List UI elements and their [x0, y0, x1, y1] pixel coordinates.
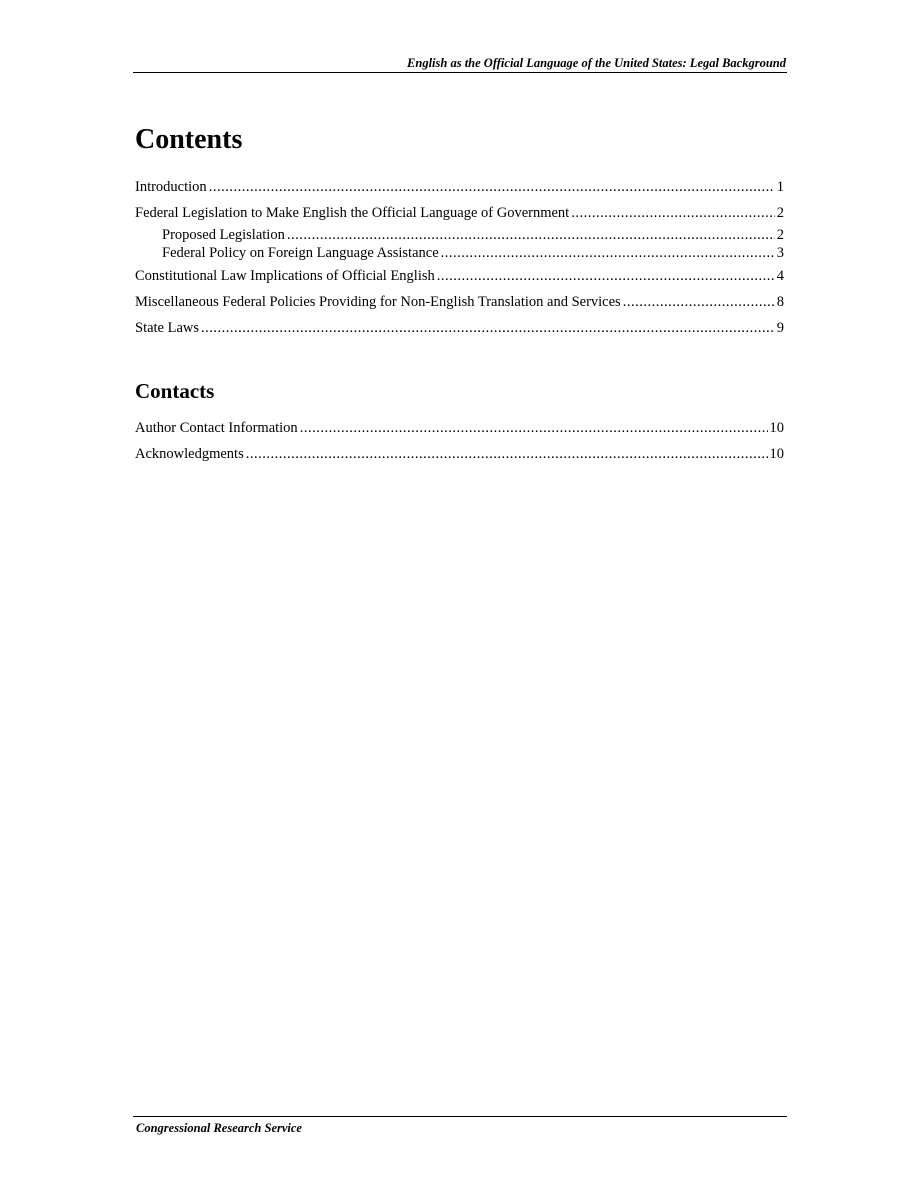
contacts-title: Contacts: [135, 379, 215, 403]
toc-entry[interactable]: [135, 293, 784, 311]
toc-entry[interactable]: [135, 319, 784, 337]
contents-title: Contents: [135, 124, 243, 155]
toc-subentry[interactable]: [162, 244, 784, 262]
toc-entry-label: Miscellaneous Federal Policies Providing for Non-English Translation and Services: [135, 294, 621, 310]
toc-entry-label: Proposed Legislation: [162, 227, 285, 243]
toc-entry-page: 9: [776, 320, 784, 336]
toc-leader-dots: [623, 293, 775, 311]
toc-entry-label: Acknowledgments: [135, 446, 244, 462]
toc-entry-label: Federal Policy on Foreign Language Assistance: [162, 245, 439, 261]
footer-publisher: Congressional Research Service: [136, 1121, 302, 1135]
toc-entry-label: Introduction: [135, 179, 207, 195]
toc-entry-page: 2: [776, 227, 784, 243]
toc-entry-page: 10: [769, 420, 784, 436]
toc-leader-dots: [201, 319, 775, 337]
toc-leader-dots: [437, 267, 775, 285]
toc-entry-page: 3: [776, 245, 784, 261]
toc-entry-label: Federal Legislation to Make English the Official Language of Government: [135, 205, 570, 221]
footer-rule: [133, 1116, 787, 1117]
toc-entry-page: 4: [776, 268, 784, 284]
toc-leader-dots: [246, 445, 768, 463]
toc-entry[interactable]: [135, 445, 784, 463]
toc-leader-dots: [571, 204, 775, 222]
toc-entry-label: State Laws: [135, 320, 200, 336]
toc-entry[interactable]: [135, 204, 784, 222]
toc-entry-page: 8: [776, 294, 784, 310]
toc-leader-dots: [209, 178, 775, 196]
running-header: English as the Official Language of the United States: Legal Background: [407, 56, 786, 70]
header-rule: [133, 72, 787, 73]
toc-entry-page: 2: [776, 205, 784, 221]
toc-entry[interactable]: [135, 178, 784, 196]
toc-entry-page: 10: [769, 446, 784, 462]
toc-subentry[interactable]: [162, 226, 784, 244]
toc-leader-dots: [287, 226, 775, 244]
toc-entry-label: Author Contact Information: [135, 420, 298, 436]
toc-entry[interactable]: [135, 267, 784, 285]
toc-entry[interactable]: [135, 419, 784, 437]
toc-entry-page: 1: [776, 179, 784, 195]
toc-entry-label: Constitutional Law Implications of Official English: [135, 268, 435, 284]
toc-leader-dots: [441, 244, 775, 262]
toc-leader-dots: [300, 419, 768, 437]
